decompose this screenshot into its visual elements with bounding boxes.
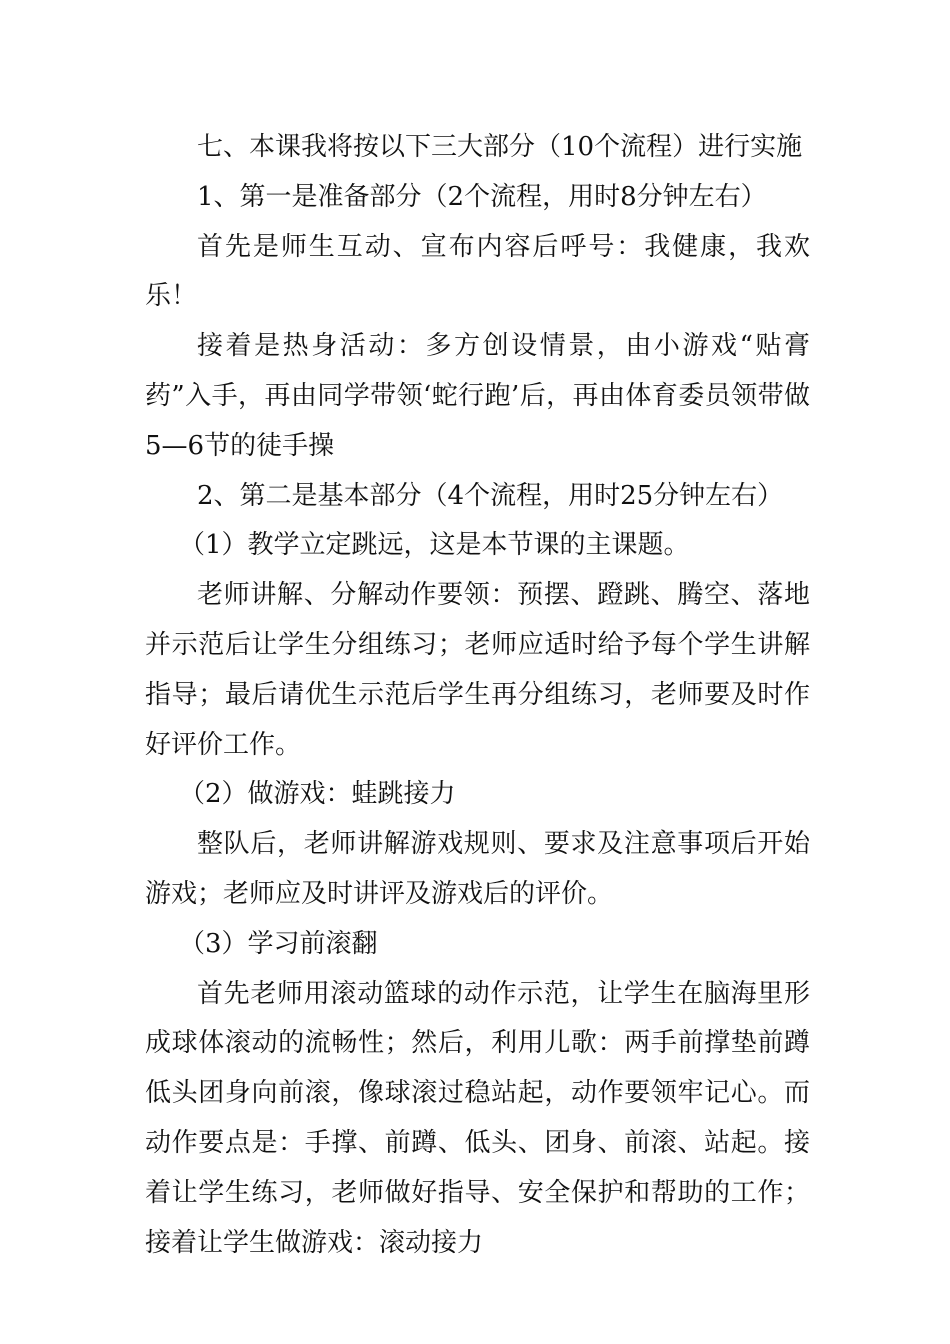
part-two-heading: 2、第二是基本部分（4个流程，用时25分钟左右） [197, 480, 784, 511]
document-body [145, 123, 810, 1268]
paragraph-warmup: 接着是热身活动：多方创设情景，由小游戏“贴膏药”入手，再由同学带领‘蛇行跑’后，再由体育委员领带做5—6节的徒手操 [145, 331, 810, 461]
paragraph-long-jump: 老师讲解、分解动作要领：预摆、蹬跳、腾空、落地并示范后让学生分组练习；老师应适时给予每个学生讲解指导；最后请优生示范后学生再分组练习，老师要及时作好评价工作。 [145, 580, 810, 760]
item-two-heading: （2）做游戏：蛙跳接力 [179, 779, 456, 810]
paragraph-forward-roll: 首先老师用滚动篮球的动作示范，让学生在脑海里形成球体滚动的流畅性；然后，利用儿歌：两手前撑垫前蹲低头团身向前滚，像球滚过稳站起，动作要领牢记心。而动作要点是：手撑、前蹲、低头、团身、前滚、站起。接着让学生练习，老师做好指导、安全保护和帮助的工作；接着让学生做游戏：滚动接力 [145, 978, 810, 1258]
part-one-heading: 1、第一是准备部分（2个流程，用时8分钟左右） [197, 181, 767, 212]
paragraph-frog-jump: 整队后，老师讲解游戏规则、要求及注意事项后开始游戏；老师应及时讲评及游戏后的评价。 [145, 829, 810, 909]
paragraph-greeting: 首先是师生互动、宣布内容后呼号：我健康，我欢乐！ [145, 231, 810, 312]
item-one-heading: （1）教学立定跳远，这是本节课的主课题。 [179, 530, 690, 561]
section-heading-seven: 七、本课我将按以下三大部分（10个流程）进行实施 [197, 132, 803, 162]
item-three-heading: （3）学习前滚翻 [179, 928, 378, 959]
